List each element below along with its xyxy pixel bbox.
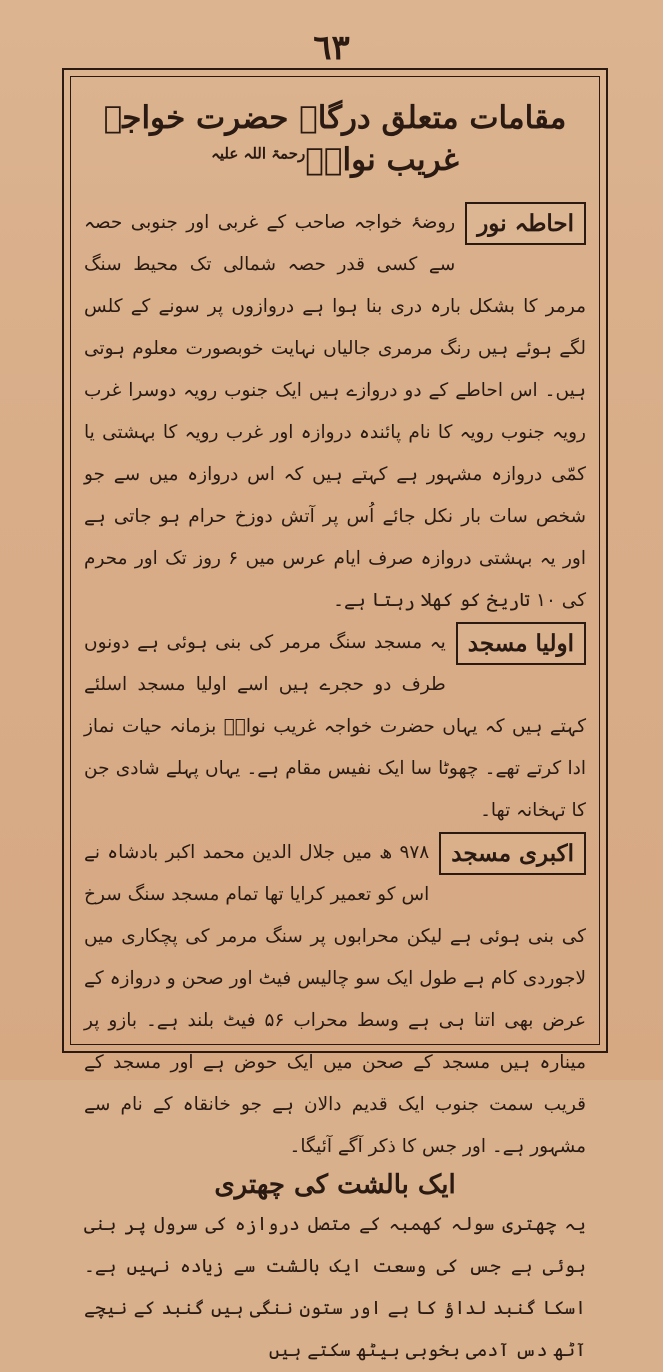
page-title-text: مقامات متعلق درگاہ حضرت خواجہ غریب نوازؒ (103, 100, 567, 178)
section-akbari-masjid (84, 832, 586, 1168)
section-text: یہ چھتری سولہ کھمبہ کے متصل دروازہ کی سرول پر بنی ہوئی ہے جس کی وسعت ایک بالشت سے زیادہ نہیں ہے۔ اسکا گنبد لداؤ کا ہے اور ستون ننگی ہیں گنبد کے نیچے آٹھ دس آدمی بخوبی بیٹھ سکتے ہیں (84, 1213, 586, 1361)
section-text: روضۂ خواجہ صاحب کے غربی اور جنوبی حصہ سے کسی قدر حصہ شمالی تک محیط سنگ مرمر کا بشکل بارہ دری بنا ہوا ہے دروازوں پر سونے کے کلس لگے ہوئے ہیں رنگ مرمری جالیاں نہایت خوبصورت معلوم ہوتی ہیں۔ اس احاطے کے دو دروازے ہیں ایک جنوب رویہ دوسرا غرب رویہ جنوب رویہ کا نام پائندہ دروازہ اور غرب رویہ کا بہشتی یا کمّی دروازہ مشہور ہے کہتے ہیں کہ اس دروازہ میں سے جو شخص سات بار نکل جائے اُس پر آتش دوزخ حرام ہو جاتی ہے اور یہ بہشتی دروازہ صرف ایام عرس میں ۶ روز تک اور محرم کی ۱۰ تاریخ کو کھلا رہتا ہے۔ (84, 211, 586, 611)
section-text: یہ مسجد سنگ مرمر کی بنی ہوئی ہے دونوں طرف دو حجرے ہیں اسے اولیا مسجد اسلئے کہتے ہیں کہ یہاں حضرت خواجہ غریب نوازؒ بزمانہ حیات نماز ادا کرتے تھے۔ چھوٹا سا ایک نفیس مقام ہے۔ یہاں پہلے شادی جن کا تہخانہ تھا۔ (84, 631, 586, 821)
section-heading: احاطہ نور (465, 202, 586, 245)
section-subtitle: ایک بالشت کی چھتری (214, 1169, 456, 1200)
page-title (86, 98, 584, 182)
page-content (78, 82, 592, 1361)
page-number: ٦٣ (313, 28, 350, 68)
section-ahata-noor (84, 202, 586, 622)
section-baalisht-chhatri (84, 1170, 586, 1372)
section-aulia-masjid (84, 622, 586, 832)
honorific-mark: رحمۃ اللہ علیہ (211, 144, 306, 163)
section-text: ۹۷۸ ھ میں جلال الدین محمد اکبر بادشاہ نے اس کو تعمیر کرایا تھا تمام مسجد سنگ سرخ کی بنی ہوئی ہے لیکن محرابوں پر سنگ مرمر کی پچکاری میں لاجوردی کام ہے طول ایک سو چالیس فیٹ اور صحن و دروازہ کے عرض بھی اتنا ہی ہے وسط محراب ۵۶ فیٹ بلند ہے۔ بازو پر مینارہ ہیں مسجد کے صحن میں ایک حوض ہے اور مسجد کے قریب سمت جنوب ایک قدیم دالان ہے جو خانقاہ کے نام سے مشہور ہے۔ اور جس کا ذکر آگے آئیگا۔ (84, 841, 586, 1157)
section-heading: اولیا مسجد (456, 622, 586, 665)
section-heading: اکبری مسجد (439, 832, 586, 875)
